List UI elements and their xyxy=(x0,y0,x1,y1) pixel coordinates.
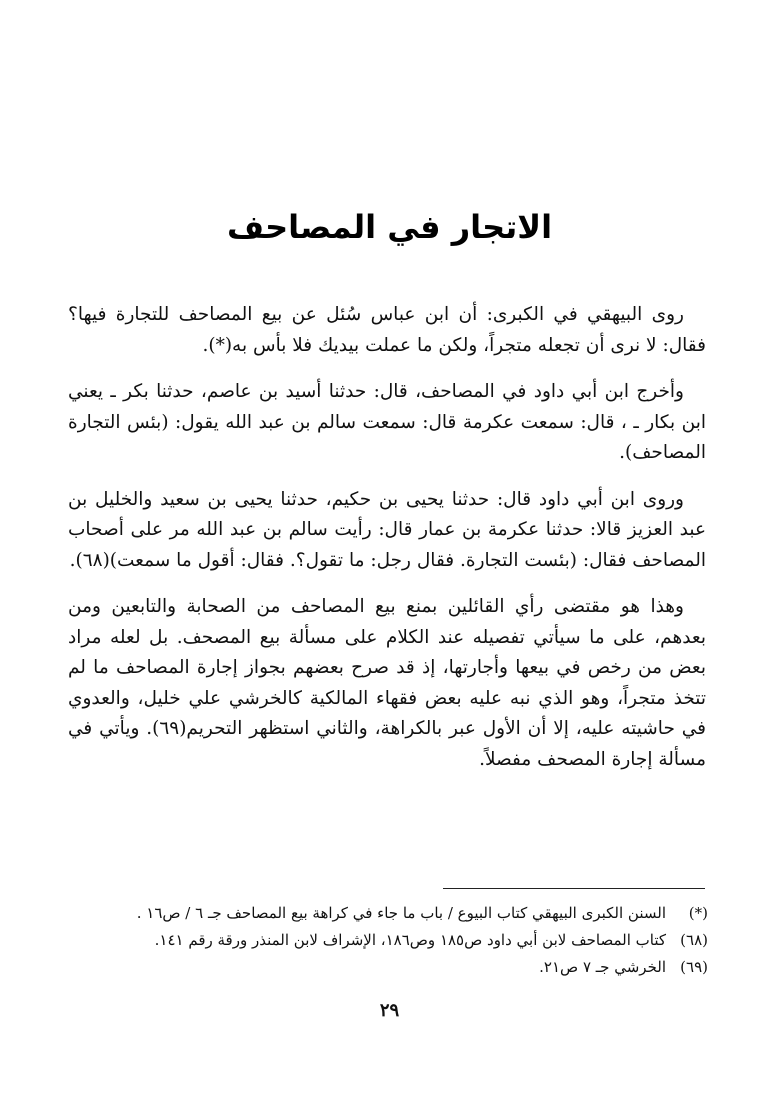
footnote-text: الخرشي جـ ٧ ص٢١. xyxy=(539,958,666,976)
footnote xyxy=(68,927,708,954)
page-number: ٢٩ xyxy=(379,1000,400,1021)
footnote-marker: (٦٩) xyxy=(680,958,708,976)
footnote xyxy=(68,900,708,927)
chapter-title: الاتجار في المصاحف xyxy=(226,208,553,246)
paragraph: وأخرج ابن أبي داود في المصاحف، قال: حدثنا أسيد بن عاصم، حدثنا بكر ـ يعني ابن بكار ـ ، قال: سمعت عكرمة قال: سمعت سالم بن عبد الله يقول: (بئس التجارة المصاحف). xyxy=(68,381,706,463)
body-text xyxy=(68,300,706,791)
paragraph: وروى ابن أبي داود قال: حدثنا يحيى بن حكيم، حدثنا يحيى بن سعيد والخليل بن عبد العزيز قالا: حدثنا عكرمة بن عمار قال: رأيت سالم بن عبد الله مر على أصحاب المصاحف فقال: (بئست التجارة. فقال رجل: ما تقول؟. فقال: أقول ما سمعت)(٦٨). xyxy=(68,488,706,571)
footnote-text: السنن الكبرى البيهقي كتاب البيوع / باب ما جاء في كراهة بيع المصاحف جـ ٦ / ص١٦ . xyxy=(136,904,666,922)
footnote-text: كتاب المصاحف لابن أبي داود ص١٨٥ وص١٨٦، الإشراف لابن المنذر ورقة رقم ١٤١. xyxy=(154,931,666,949)
paragraph: روى البيهقي في الكبرى: أن ابن عباس سُئل عن بيع المصاحف للتجارة فيها؟ فقال: لا نرى أن تجعله متجراً، ولكن ما عملت بيديك فلا بأس به(*). xyxy=(68,304,706,356)
footnotes xyxy=(68,900,708,981)
paragraph: وهذا هو مقتضى رأي القائلين بمنع بيع المصاحف من الصحابة والتابعين ومن بعدهم، على ما سيأتي تفصيله عند الكلام على مسألة بيع المصحف. بل لعله مراد بعض من رخص في بيعها وأجارتها، إذ قد صرح بعضهم بجواز إجارة المصاحف ما لم تتخذ متجراً، وهو الذي نبه عليه بعض فقهاء المالكية كالخرشي علي خليل، والعدوي في حاشيته عليه، إلا أن الأول عبر بالكراهة، والثاني استظهر التحريم(٦٩). ويأتي في مسألة إجارة المصحف مفصلاً. xyxy=(68,596,706,770)
footnote xyxy=(68,954,708,981)
footnote-marker: (٦٨) xyxy=(680,931,708,949)
footnote-marker: (*) xyxy=(688,904,708,922)
footnote-divider xyxy=(443,888,705,889)
